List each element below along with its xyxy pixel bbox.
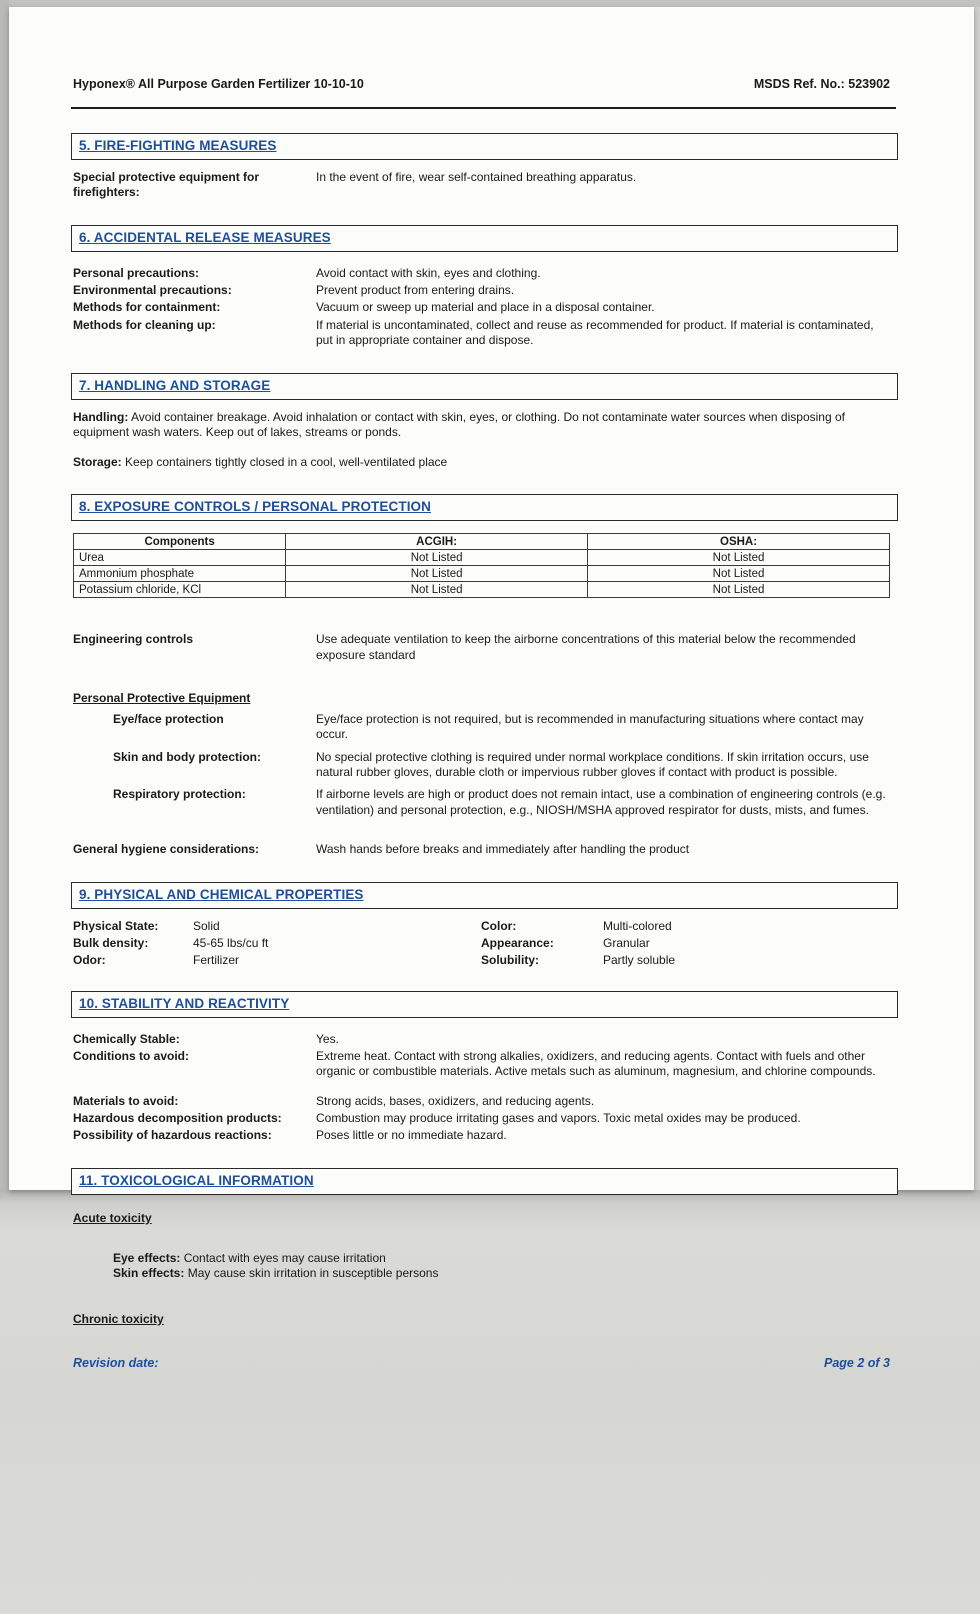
row-label: Personal precautions: [73,265,200,280]
fire-row-protective-equipment [73,170,890,201]
handling-text: Avoid container breakage. Avoid inhalation or contact with skin, eyes, or clothing. Do not contaminate water sources when disposing of equipment wash waters. Keep out of lakes, streams or ponds. [73,409,845,440]
component-name: Potassium chloride, KCl [74,582,286,598]
exposure-limits-table [73,533,890,598]
section-9-physical-chemical-header [71,882,898,909]
row-value: Yes. [316,1031,339,1046]
handling-label: Handling: [73,409,129,424]
prop-label: Odor: [73,952,106,967]
revision-date-label: Revision date: [73,1355,159,1370]
row-hazardous-reactions [73,1128,890,1143]
row-materials-to-avoid [73,1094,890,1109]
prop-value: Granular [603,935,650,950]
row-methods-cleaning [73,318,890,349]
row-label: Respiratory protection: [113,787,246,802]
section-8-exposure-controls-header [71,494,898,521]
acute-toxicity-heading: Acute toxicity [73,1210,152,1225]
row-value: No special protective clothing is required under normal workplace conditions. If skin irritation occurs, use natural rubber gloves, durable cloth or impervious rubber gloves if contact with product is possible. [316,749,869,780]
chronic-toxicity-heading: Chronic toxicity [73,1311,164,1326]
row-label: Engineering controls [73,632,194,647]
row-label: Methods for containment: [73,300,221,315]
row-value: Poses little or no immediate hazard. [316,1128,507,1143]
prop-value: Multi-colored [603,918,672,933]
section-10-stability-reactivity-header [71,991,898,1018]
prop-label: Solubility: [481,952,539,967]
section-5-title: 5. FIRE-FIGHTING MEASURES [79,138,277,153]
section-11-title: 11. TOXICOLOGICAL INFORMATION [79,1172,314,1188]
stability-rows [73,1032,890,1144]
col-header-osha: OSHA: [588,534,890,550]
row-conditions-to-avoid [73,1049,890,1080]
col-header-components: Components [74,534,286,550]
handling-paragraph [73,410,890,441]
prop-label: Appearance: [481,935,554,950]
row-label: Eye/face protection [113,712,224,727]
row-hazardous-decomposition [73,1111,890,1126]
product-title: Hyponex® All Purpose Garden Fertilizer 10-10-10 [73,77,364,91]
row-label: Chemically Stable: [73,1031,180,1046]
acgih-value: Not Listed [286,582,588,598]
effect-label: Skin effects: [113,1266,185,1281]
row-eye-face-protection [113,712,890,743]
storage-label: Storage: [73,454,122,469]
prop-label: Physical State: [73,918,159,933]
row-value: Extreme heat. Contact with strong alkalies, oxidizers, and reducing agents. Contact with fuels and other organic or combustible materials. Active metals such as aluminum, magnesium, and chlorine compounds. [316,1048,876,1079]
acute-toxicity-effects [113,1251,890,1282]
row-value: Strong acids, bases, oxidizers, and reducing agents. [316,1093,595,1108]
section-8-title: 8. EXPOSURE CONTROLS / PERSONAL PROTECTION [79,499,431,515]
prop-value: Partly soluble [603,952,676,967]
acgih-value: Not Listed [286,550,588,566]
prop-label: Bulk density: [73,935,149,950]
section-6-title: 6. ACCIDENTAL RELEASE MEASURES [79,229,331,245]
physical-properties-grid [73,919,890,967]
row-general-hygiene [73,842,890,857]
table-row [74,566,890,582]
row-methods-containment [73,300,890,315]
msds-page [9,7,974,1370]
osha-value: Not Listed [588,582,890,598]
scan-artifact-top [0,0,980,7]
msds-ref-number: MSDS Ref. No.: 523902 [753,77,890,91]
prop-value: Solid [193,918,220,933]
accidental-release-rows [73,266,890,349]
section-6-accidental-release-header [71,225,898,252]
section-9-title: 9. PHYSICAL AND CHEMICAL PROPERTIES [79,886,364,902]
row-value: If airborne levels are high or product does not remain intact, use a combination of engineering controls (e.g. ventilation) and personal protection, e.g., NIOSH/MSHA approved respirator for dusts, mists, and fumes. [316,787,886,817]
storage-text: Keep containers tightly closed in a cool, well-ventilated place [121,454,448,469]
row-value: Avoid contact with skin, eyes and clothing. [316,265,541,280]
eye-effects-line [113,1251,890,1267]
effect-text: Contact with eyes may cause irritation [180,1250,386,1265]
table-header-row [74,534,890,550]
row-value: In the event of fire, wear self-contained breathing apparatus. [316,170,637,184]
row-value: Prevent product from entering drains. [316,283,515,298]
row-value: Combustion may produce irritating gases and vapors. Toxic metal oxides may be produced. [316,1110,801,1125]
row-respiratory-protection [113,787,890,818]
acgih-value: Not Listed [286,566,588,582]
section-7-title: 7. HANDLING AND STORAGE [79,377,271,393]
effect-text: May cause skin irritation in susceptible persons [184,1266,439,1281]
skin-effects-line [113,1266,890,1282]
prop-label: Color: [481,918,517,933]
page-number: Page 2 of 3 [824,1355,890,1370]
row-label: Methods for cleaning up: [73,317,216,332]
row-value: If material is uncontaminated, collect and reuse as recommended for product. If material is contaminated, put in appropriate container and dispose. [316,317,874,348]
row-personal-precautions [73,266,890,281]
component-name: Urea [74,550,286,566]
row-label: Hazardous decomposition products: [73,1110,282,1125]
row-skin-body-protection [113,750,890,781]
row-value: Use adequate ventilation to keep the airborne concentrations of this material below the recommended exposure standard [316,632,856,662]
table-row [74,550,890,566]
section-7-handling-storage-header [71,373,898,400]
document-header [73,77,890,91]
row-engineering-controls [73,632,890,663]
osha-value: Not Listed [588,566,890,582]
page-footer [73,1356,890,1370]
row-value: Wash hands before breaks and immediately after handling the product [316,842,690,857]
row-label: Environmental precautions: [73,283,232,298]
section-5-fire-fighting-header [71,133,898,160]
osha-value: Not Listed [588,550,890,566]
row-label: Special protective equipment for firefighters: [73,170,260,200]
section-10-title: 10. STABILITY AND REACTIVITY [79,995,290,1011]
storage-paragraph [73,455,890,471]
table-row [74,582,890,598]
col-header-acgih: ACGIH: [286,534,588,550]
row-label: Materials to avoid: [73,1093,179,1108]
section-11-toxicological-header [71,1168,898,1195]
row-label: Conditions to avoid: [73,1048,189,1063]
page-content [9,7,974,1370]
component-name: Ammonium phosphate [74,566,286,582]
row-label: Possibility of hazardous reactions: [73,1128,272,1143]
row-label: General hygiene considerations: [73,842,260,857]
prop-value: 45-65 lbs/cu ft [193,935,269,950]
ppe-heading: Personal Protective Equipment [73,691,251,706]
row-value: Vacuum or sweep up material and place in a disposal container. [316,300,655,315]
prop-value: Fertilizer [193,952,240,967]
row-chemically-stable [73,1032,890,1047]
effect-label: Eye effects: [113,1250,181,1265]
header-divider [71,107,896,109]
row-environmental-precautions [73,283,890,298]
row-label: Skin and body protection: [113,749,262,764]
row-value: Eye/face protection is not required, but is recommended in manufacturing situations where contact may occur. [316,712,864,742]
